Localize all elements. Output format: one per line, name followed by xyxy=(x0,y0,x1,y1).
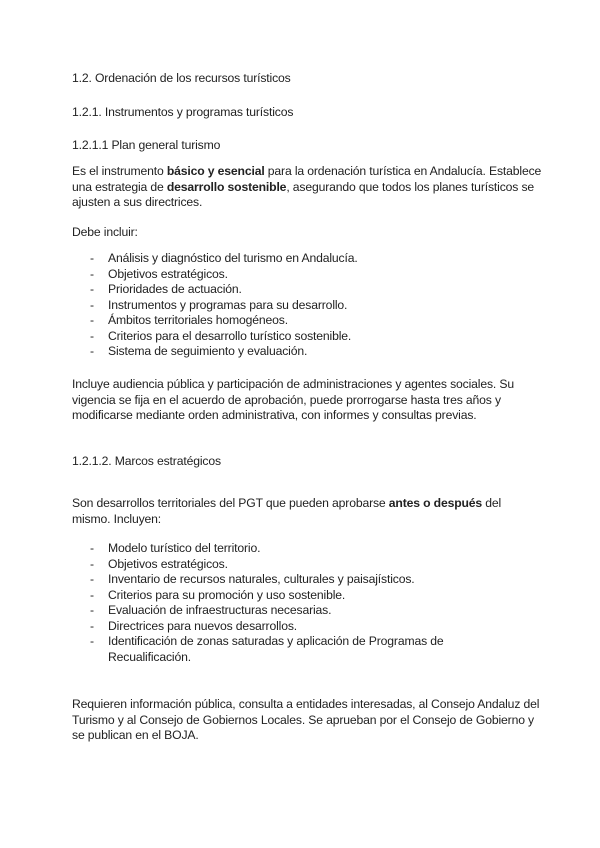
paragraph-plan-definition xyxy=(72,164,542,211)
text-run: para la ordenación turística en Andalucía. Establece una estrategia de xyxy=(72,164,542,194)
bold-text: desarrollo sostenible xyxy=(166,179,287,194)
list-item: - Modelo turístico del territorio. xyxy=(72,541,542,557)
section-heading-1-2-1-1: 1.2.1.1 Plan general turismo xyxy=(72,138,221,152)
list-item: - Criterios para su promoción y uso sostenible. xyxy=(72,588,542,604)
list-item: - Evaluación de infraestructuras necesarias. xyxy=(72,603,542,619)
section-heading-1-2-1-2: 1.2.1.2. Marcos estratégicos xyxy=(72,454,221,468)
text-run: Son desarrollos territoriales del PGT que pueden aprobarse xyxy=(72,496,389,510)
frameworks-contents-list xyxy=(72,541,542,665)
text-run: del mismo. Incluyen: xyxy=(72,496,502,526)
list-item: - Análisis y diagnóstico del turismo en Andalucía. xyxy=(72,251,542,267)
list-item: - Objetivos estratégicos. xyxy=(72,557,542,573)
list-item: - Prioridades de actuación. xyxy=(72,282,542,298)
list-item: - Identificación de zonas saturadas y aplicación de Programas de Recualificación. xyxy=(72,634,468,665)
list-item: - Objetivos estratégicos. xyxy=(72,267,542,283)
bold-text: antes o después xyxy=(388,496,483,510)
list-item: - Inventario de recursos naturales, culturales y paisajísticos. xyxy=(72,572,542,588)
list-item: - Instrumentos y programas para su desarrollo. xyxy=(72,298,542,314)
bold-text: básico y esencial xyxy=(166,164,265,178)
text-run: , asegurando que todos los planes turísticos se ajusten a sus directrices. xyxy=(72,179,535,209)
paragraph-must-include: Debe incluir: xyxy=(72,225,138,239)
plan-contents-list xyxy=(72,251,542,360)
paragraph-approval-procedure: Requieren información pública, consulta a entidades interesadas, al Consejo Andaluz del Turismo y al Consejo de Gobiernos Locales. Se aprueban por el Consejo de Gobierno y se publican en el BOJA. xyxy=(72,697,540,742)
section-heading-1-2-1: 1.2.1. Instrumentos y programas turísticos xyxy=(72,105,294,119)
list-item: - Sistema de seguimiento y evaluación. xyxy=(72,344,542,360)
text-run: Es el instrumento xyxy=(72,164,167,178)
paragraph-strategic-frameworks xyxy=(72,496,542,527)
list-item: - Ámbitos territoriales homogéneos. xyxy=(72,313,542,329)
paragraph-public-hearing: Incluye audiencia pública y participación de administraciones y agentes sociales. Su vigencia se fija en el acuerdo de aprobación, puede prorrogarse hasta tres años y modificarse mediante orden administrativa, con informes y consultas previas. xyxy=(72,377,514,422)
list-item: - Criterios para el desarrollo turístico sostenible. xyxy=(72,329,542,345)
section-heading-1-2: 1.2. Ordenación de los recursos turísticos xyxy=(72,71,291,85)
list-item: - Directrices para nuevos desarrollos. xyxy=(72,619,542,635)
